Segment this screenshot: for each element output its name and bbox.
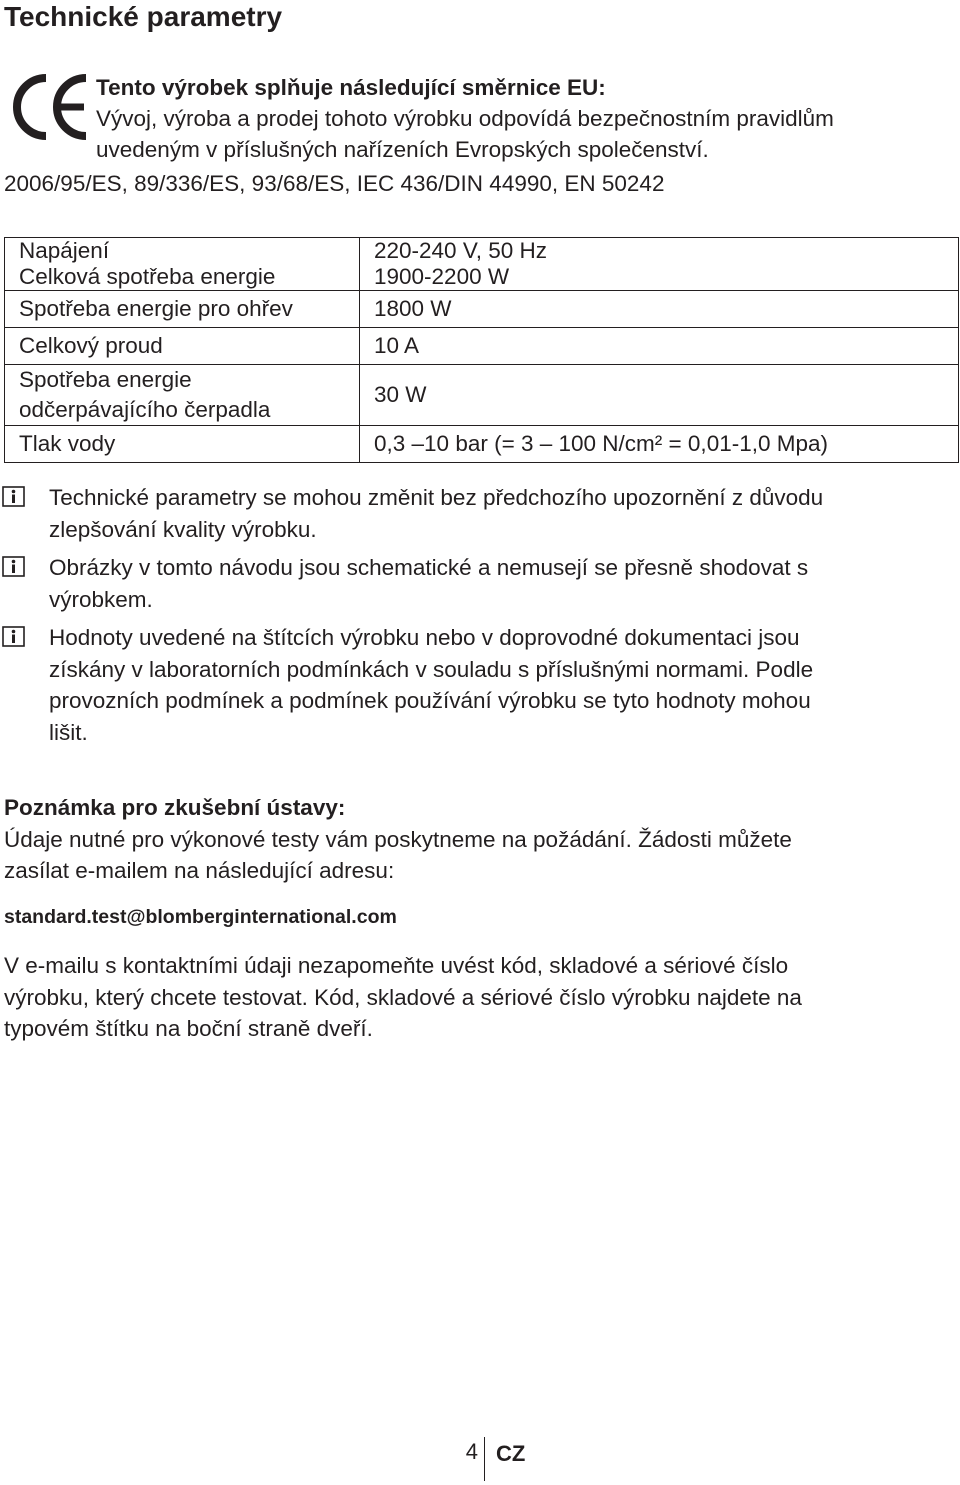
exam-line: výrobku, který chcete testovat. Kód, skladové a sériové číslo výrobku najdete na [4, 984, 802, 1010]
spec-value: 220-240 V, 50 Hz [360, 238, 959, 265]
ce-mark-logo [10, 74, 90, 140]
spec-label: Spotřeba energie pro ohřev [5, 291, 360, 328]
ce-directive-block [96, 72, 834, 165]
ce-standards: 2006/95/ES, 89/336/ES, 93/68/ES, IEC 436/DIN 44990, EN 50242 [4, 171, 665, 196]
page-title: Technické parametry [4, 1, 283, 32]
table-row [5, 426, 959, 463]
contact-email: standard.test@blomberginternational.com [4, 906, 397, 928]
info-icon [2, 486, 25, 507]
spec-label: Napájení [5, 238, 360, 265]
spec-label: Tlak vody [5, 426, 360, 463]
spec-label-line-2: odčerpávajícího čerpadla [19, 397, 271, 422]
exam-heading: Poznámka pro zkušební ústavy: [4, 795, 346, 820]
ce-line-2: uvedeným v příslušných nařízeních Evropských společenství. [96, 137, 709, 162]
spec-value: 0,3 –10 bar (= 3 – 100 N/cm² = 0,01-1,0 Mpa) [360, 426, 959, 463]
page-number: 4 [465, 1439, 478, 1464]
exam-final-paragraph [4, 950, 954, 1045]
note-item [0, 622, 960, 748]
note-line: Obrázky v tomto návodu jsou schematické a nemusejí se přesně shodovat s [49, 555, 809, 580]
ce-heading: Tento výrobek splňuje následující směrnice EU: [96, 75, 606, 100]
exam-line: typovém štítku na boční straně dveří. [4, 1016, 373, 1041]
spec-label: Celková spotřeba energie [5, 264, 360, 291]
spec-value: 1800 W [360, 291, 959, 328]
info-icon [2, 626, 25, 647]
note-line: zlepšování kvality výrobku. [49, 516, 317, 542]
ce-line-1: Vývoj, výroba a prodej tohoto výrobku odpovídá bezpečnostním pravidlům [96, 106, 834, 131]
spec-value: 10 A [360, 328, 959, 365]
notes-list [0, 482, 960, 755]
table-row [5, 328, 959, 365]
exam-body [4, 824, 954, 886]
footer-divider [484, 1437, 485, 1481]
spec-value: 30 W [360, 365, 959, 426]
note-line: Hodnoty uvedené na štítcích výrobku nebo v doprovodné dokumentaci jsou [49, 625, 800, 650]
note-line: provozních podmínek a podmínek používání výrobku se tyto hodnoty mohou [49, 688, 811, 713]
table-row [5, 238, 959, 265]
spec-label-line-1: Spotřeba energie [19, 367, 192, 392]
note-line: Technické parametry se mohou změnit bez předchozího upozornění z důvodu [49, 485, 824, 510]
spec-table [4, 237, 959, 463]
note-line: získány v laboratorních podmínkách v souladu s příslušnými normami. Podle [49, 656, 814, 682]
table-row [5, 365, 959, 426]
language-code: CZ [496, 1441, 526, 1466]
note-line: výrobkem. [49, 586, 153, 612]
info-icon [2, 556, 25, 577]
spec-label: Celkový proud [5, 328, 360, 365]
table-row [5, 291, 959, 328]
table-row [5, 264, 959, 291]
exam-line: Údaje nutné pro výkonové testy vám poskytneme na požádání. Žádosti můžete [4, 827, 792, 852]
note-item [0, 552, 960, 615]
spec-label [5, 365, 360, 426]
spec-value: 1900-2200 W [360, 264, 959, 291]
note-item [0, 482, 960, 545]
exam-line: zasílat e-mailem na následující adresu: [4, 858, 395, 883]
exam-line: V e-mailu s kontaktními údaji nezapomeňte uvést kód, skladové a sériové číslo [4, 953, 789, 978]
note-line: lišit. [49, 719, 88, 745]
